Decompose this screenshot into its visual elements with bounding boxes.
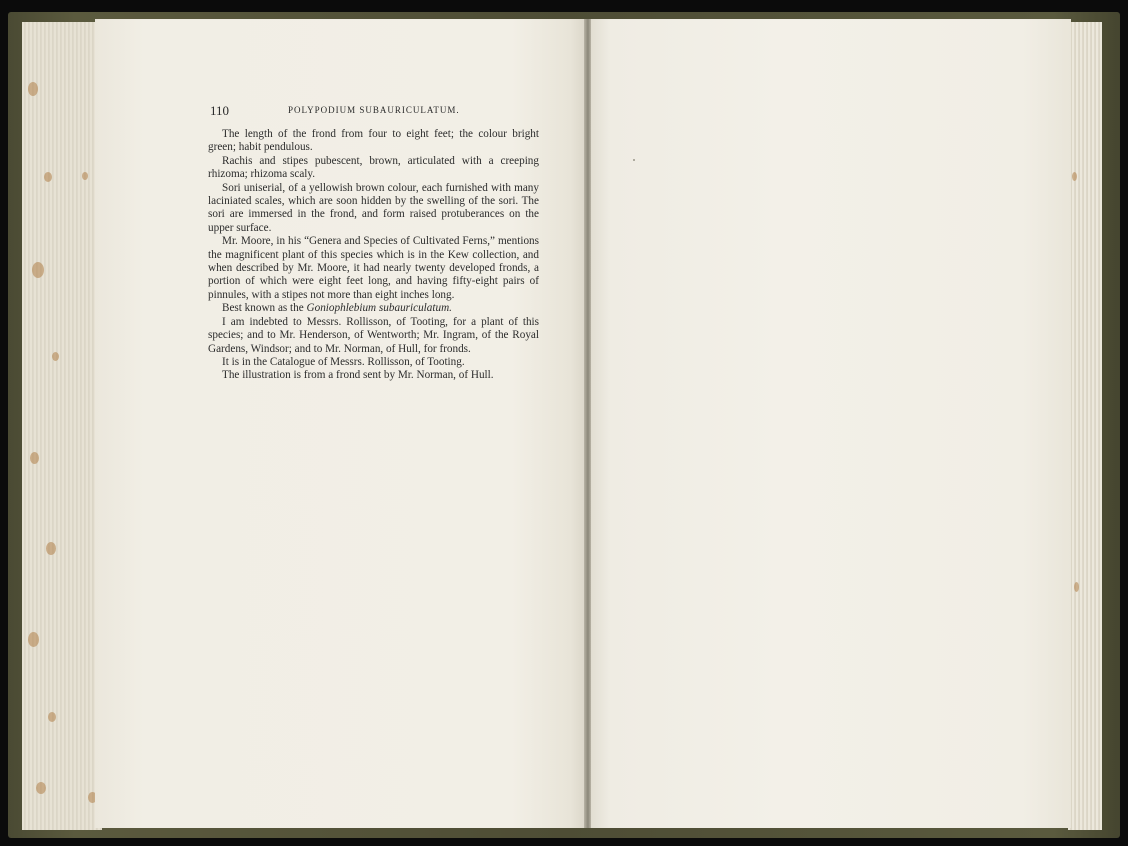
foxing-stain [44,172,52,182]
paragraph: Mr. Moore, in his “Genera and Species of Cultivated Ferns,” mentions the magnificent plant of this species which is in the Kew collection, and when described by Mr. Moore, it had nearly twenty developed fronds, a portion of which were eight feet long, and having fifty-eight pairs of pinnules, with a stipes not more than eight inches long. [208,235,539,301]
paragraph: I am indebted to Messrs. Rollisson, of Tooting, for a plant of this species; and to Mr. Henderson, of Wentworth; Mr. Ingram, of the Royal Gardens, Windsor; and to Mr. Norman, of Hull, for fronds. [208,315,539,355]
paragraph: It is in the Catalogue of Messrs. Rollisson, of Tooting. [222,355,465,368]
foxing-stain [46,542,56,555]
paragraph: The length of the frond from four to eight feet; the colour bright green; habit pendulous. [208,128,539,154]
right-page-edges [1068,22,1102,830]
running-head: POLYPODIUM SUBAURICULATUM. [288,105,460,115]
foxing-stain [82,172,88,180]
species-name: Goniophlebium subauriculatum. [306,302,452,315]
page-number: 110 [210,103,230,118]
foxing-stain [48,712,56,722]
paragraph: The illustration is from a frond sent by Mr. Norman, of Hull. [222,369,494,382]
paper-speck [633,159,635,161]
foxing-stain [32,262,44,278]
paragraph-prefix: Best known as the [222,302,307,315]
foxing-stain [28,82,38,96]
right-page-blank [591,19,1071,828]
paragraph: Rachis and stipes pubescent, brown, articulated with a creeping rhizoma; rhizoma scaly. [208,154,539,181]
foxing-stain [30,452,39,464]
foxing-stain [1072,172,1077,181]
paragraph: Sori uniserial, of a yellowish brown colour, each furnished with many laciniated scales, which are soon hidden by the swelling of the sori. The sori are immersed in the frond, and form raised protuberances on the upper surface. [208,181,539,234]
foxing-stain [28,632,39,647]
left-page-edges [22,22,102,830]
page-header [210,103,546,119]
foxing-stain [36,782,46,794]
body-text [208,128,539,383]
foxing-stain [1074,582,1079,592]
paragraph [208,302,539,315]
foxing-stain [52,352,59,361]
